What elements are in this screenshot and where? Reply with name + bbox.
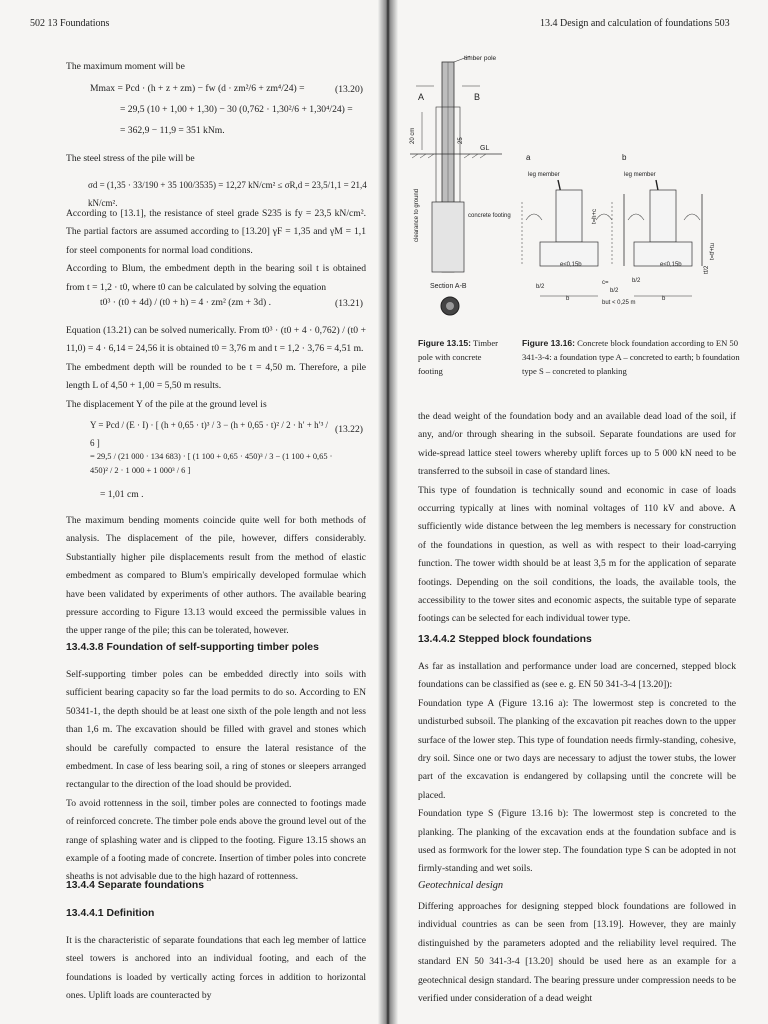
equation-13-21: t0³ · (t0 + 4d) / (t0 + h) = 4 · zm² (zm + 3d) . bbox=[100, 297, 272, 308]
figure-13-16-caption: Figure 13.16: Concrete block foundation according to EN 50 341-3-4: a foundation type A – concreted to earth; b foundation type S – concreted to planking bbox=[522, 338, 740, 376]
equation-number: (13.22) bbox=[335, 424, 363, 435]
paragraph: As far as installation and performance under load are concerned, stepped block foundations can be classified as (see e. g. EN 50 341-3-4 [13.20]): Foundation type A (Figure 13.16 a): The lowermost step is concreted to the undisturbed subsoil. The planking of the excavation pit reaches down to the upper surface of the lower step. This type of foundation needs firmly-standing, cohesive, dry soil. Since one or two days are necessary to adjust the tower stubs, the lower part of the excavation is endangered by collapsing until the concrete will be placed. Foundation type S (Figure 13.16 b): The lowermost step is concreted to the planking. The planking of the excavation ends at the foundation subface and is used as formwork for the lower step. The foundation type S can be adopted in not firmly-standing and wet soils. bbox=[418, 661, 736, 875]
tf-label: tf/2 bbox=[704, 265, 710, 274]
paragraph: The maximum bending moments coincide quite well for both methods of analysis. The displacement of the pile, however, differs considerably. Substantially higher pile displacements result from the method of elastic embedment as compared to Blum's empirically developed formulae which have been validated by experiments of other authors. The available bearing pressure according to Figure 13.13 would exceed the permissible values in the upper range of the pile; this can be tolerated, however. bbox=[66, 515, 366, 637]
c-limit-label: but < 0,25 m bbox=[602, 300, 636, 306]
equation-13-20-line3: = 362,9 − 11,9 = 351 kNm. bbox=[120, 125, 225, 136]
eccentricity-label-b: e≤0,15b bbox=[660, 262, 682, 268]
ground-level-label: GL bbox=[480, 145, 490, 152]
right-page bbox=[394, 0, 768, 1024]
book-spine-gutter bbox=[378, 0, 398, 1024]
depth-label-a: t=h+c bbox=[592, 208, 598, 224]
figure-a-label: a bbox=[526, 153, 531, 162]
page-header: 502 13 Foundations bbox=[30, 18, 110, 29]
eccentricity-label-a: e≤0,15b bbox=[560, 262, 582, 268]
equation-13-20-line2: = 29,5 (10 + 1,00 + 1,30) − 30 (0,762 · 1,30²/6 + 1,30⁴/24) = bbox=[120, 104, 353, 115]
equation-number: (13.21) bbox=[335, 298, 363, 309]
timber-pole-label: timber pole bbox=[464, 55, 497, 62]
dimension-20cm: 20 cm bbox=[410, 127, 416, 144]
clearance-label: clearance to ground bbox=[414, 188, 420, 242]
equation-13-22-line1: Y = Pcd / (E · I) · [ (h + 0,65 · t)³ / 3 − (h + 0,65 · t)² / 2 · h′ + h′³ / 6 ] bbox=[90, 420, 329, 448]
page-header: 13.4 Design and calculation of foundations 503 bbox=[540, 18, 730, 29]
paragraph: the dead weight of the foundation body and an available dead load of the soil, if any, and/or through shearing in the subsoil. Separate foundations are used for wide-spread lattice steel towers whereby uplift forces up to 5 000 kN need to be transferred to the subsoil in case of standard lines. This type of foundation is technically sound and economic in case of loads occurring typically at lines with nominal voltages of 110 kV and above. A sufficiently wide distance between the leg members is necessary for construction of the foundations in question, as well as with respect to their load-carrying function. The tower width should be at least 3,5 m for the application of separate footings. Depending on the soil conditions, the loads, the available tools, the accessibility to the tower sites and economic aspects, the suitable type of separate footings can be selected for each individual tower type. bbox=[418, 411, 736, 625]
steel-stress-equation: σd = (1,35 · 33/190 + 35 100/3535) = 12,27 kN/cm² ≤ σR,d = 23,5/1,1 = 21,4 kN/cm². bbox=[88, 180, 367, 208]
concrete-footing-label: concrete footing bbox=[468, 213, 511, 219]
half-width-label-a: b/2 bbox=[536, 284, 545, 290]
section-heading: 13.4.4.2 Stepped block foundations bbox=[418, 634, 592, 645]
dimension-25: 25 bbox=[458, 137, 464, 144]
equation-number: (13.20) bbox=[335, 84, 363, 95]
figure-13-16-drawing bbox=[516, 150, 756, 325]
equation-13-22-line3: = 1,01 cm . bbox=[100, 489, 144, 500]
half-width-label-b: b/2 bbox=[632, 278, 641, 284]
equation-13-20-line1: Mmax = Pcd · (h + z + zm) − fw (d · zm²/6 + zm⁴/24) = bbox=[90, 83, 305, 94]
section-heading: 13.4.3.8 Foundation of self-supporting timber poles bbox=[66, 642, 319, 653]
steel-stress-intro: The steel stress of the pile will be bbox=[66, 153, 195, 164]
leg-member-label-a: leg member bbox=[528, 172, 560, 178]
section-heading: 13.4.4 Separate foundations bbox=[66, 880, 205, 891]
width-label-b: b bbox=[662, 296, 666, 302]
section-label: Section A-B bbox=[430, 283, 467, 290]
c-equals-label: c= bbox=[602, 280, 609, 286]
figure-13-15-drawing bbox=[406, 52, 516, 322]
c-fraction-label: b/2 bbox=[610, 288, 619, 294]
intro-moment: The maximum moment will be bbox=[66, 61, 185, 72]
paragraph: Differing approaches for designing stepped block foundations are followed in individual countries as can be seen from [13.19]. However, they are mainly distinguished by the parameters adopted and the reliability level required. The standard EN 50 341-3-4 [13.20] should be used here as an example for a geotechnical design standard. The bearing pressure under compression needs to be verified under consideration of a dead weight bbox=[418, 901, 736, 1005]
depth-label-b: t=tf+tu bbox=[710, 242, 716, 260]
subsection-heading: 13.4.4.1 Definition bbox=[66, 908, 155, 919]
leg-member-label-b: leg member bbox=[624, 172, 656, 178]
figure-b-label: b bbox=[622, 153, 627, 162]
section-heading: Geotechnical design bbox=[418, 880, 504, 891]
width-label-a: b bbox=[566, 296, 570, 302]
figure-13-15-caption: Figure 13.15: Timber pole with concrete footing bbox=[418, 338, 499, 376]
paragraph: It is the characteristic of separate foundations that each leg member of lattice steel towers is anchored into an individual footing, and each of the foundations is loaded by vertically acting forces in addition to horizontal ones. Uplift loads are counteracted by bbox=[66, 935, 366, 1002]
equation-13-22-line2: = 29,5 / (21 000 · 134 683) · [ (1 100 + 0,65 · 450)³ / 3 − (1 100 + 0,65 · 450)² / 2 · 1 000 + 1 000³ / 6 ] bbox=[90, 452, 333, 475]
left-page bbox=[0, 0, 382, 1024]
paragraph: Equation (13.21) can be solved numerically. From t0³ · (t0 + 4 · 0,762) / (t0 + 11,0) = 4 · 6,14 = 24,56 it is obtained t0 = 3,76 m and t = 1,2 · 3,76 = 4,51 m. The embedment depth will be rounded to be t = 4,50 m. Therefore, a pile length L of 4,50 + 1,00 = 5,50 m results. The displacement Y of the pile at the ground level is bbox=[66, 325, 366, 410]
section-a-label: A bbox=[418, 92, 425, 102]
paragraph: According to [13.1], the resistance of steel grade S235 is fy = 23,5 kN/cm². The partial factors are assumed according to [13.20] γF = 1,35 and γM = 1,1 for steel components for normal load conditions. According to Blum, the embedment depth in the bearing soil t is obtained from t = 1,2 · t0, where t0 can be calculated by solving the equation bbox=[66, 208, 366, 293]
paragraph: Self-supporting timber poles can be embedded directly into soils with sufficient bearing capacity so far the load permits to do so. According to EN 50341-1, the depth should be at least one sixth of the pole length and not less than 1,6 m. The excavation should be filled with gravel and stones which should be carefully compacted to ensure the lateral resistance of the embedment. In case of less bearing soil, a ring of stones or sleepers arranged rectangular to the direction of the load should be provided. To avoid rottenness in the soil, timber poles are connected to footings made of reinforced concrete. The timber pole ends above the ground level out of the range of splashing water and is clipped to the footing. Figure 13.15 shows an example of a footing made of concrete. Insertion of timber poles into concrete sheaths is not advisable due to the high hazard of rottenness. bbox=[66, 669, 366, 883]
section-b-label: B bbox=[474, 92, 481, 102]
